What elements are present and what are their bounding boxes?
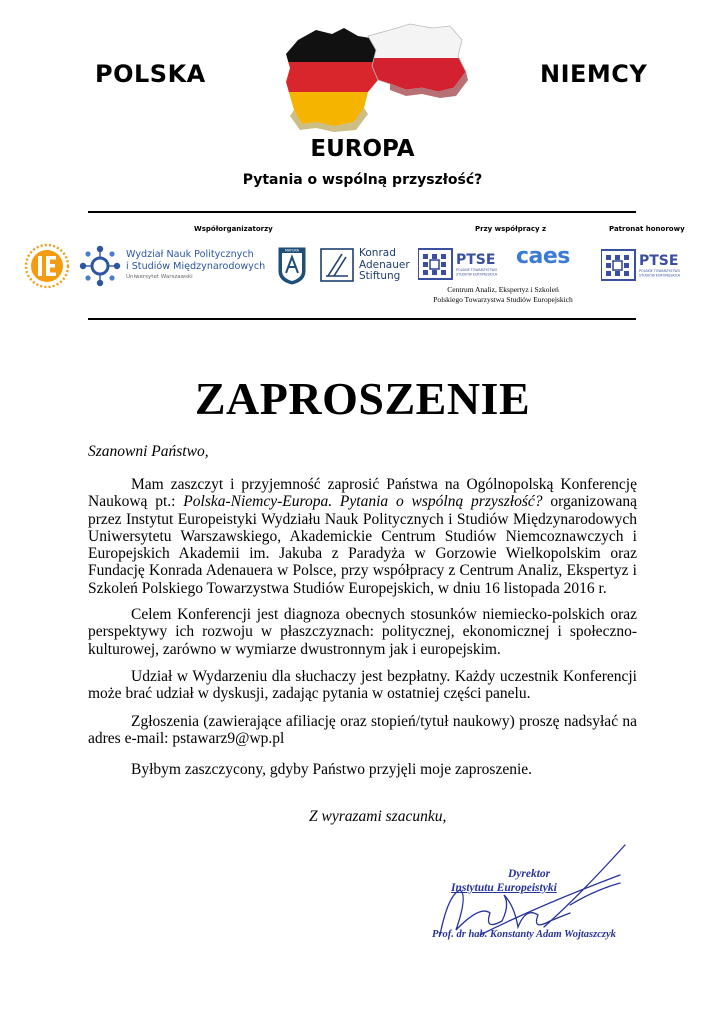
- paragraph-3: Udział w Wydarzeniu dla słuchaczy jest bezpłatny. Każdy uczestnik Konferencji może brać udział w dyskusji, zadając pytania w ostatniej części panelu.: [88, 668, 637, 703]
- wnpism-line2: i Studiów Międzynarodowych: [126, 261, 266, 272]
- cooperation-label: Przy współpracy z: [475, 225, 547, 233]
- ptse-caption-line1: Centrum Analiz, Ekspertyz i Szkoleń: [447, 285, 559, 294]
- wnpism-logo-text: [126, 249, 265, 281]
- top-divider: [88, 211, 636, 213]
- ajp-logo-text: MATURA: [284, 248, 300, 253]
- ptse-full-line2: STUDIÓW EUROPEJSKICH: [456, 272, 498, 277]
- ptse-full-line1: POLSKIE TOWARZYSTWO: [456, 268, 498, 272]
- patronage-label: Patronat honorowy: [609, 225, 685, 233]
- paragraph-2: Celem Konferencji jest diagnoza obecnych stosunków niemiecko-polskich oraz perspektywy ich rozwoju w płaszczyznach: politycznej, ekonomicznej i społeczno-kulturowej, zarówno w wymiarze dwustronnym jak i europejskim.: [88, 606, 637, 658]
- kas-line3: Stiftung: [359, 270, 401, 282]
- kas-line1: Konrad: [359, 247, 396, 259]
- paragraph-5: Byłbym zaszczycony, gdyby Państwo przyjęli moje zaproszenie.: [131, 761, 533, 778]
- page-subtitle: Pytania o wspólną przyszłość?: [242, 172, 483, 188]
- paragraph-1: [88, 476, 637, 597]
- invitation-title: ZAPROSZENIE: [194, 373, 531, 424]
- bottom-divider: [88, 318, 636, 320]
- paragraph-1-body: organizowaną przez Instytut Europeistyki Wydziału Nauk Politycznych i Studiów Międzynarodowych Uniwersytetu Warszawskiego, Akademickie Centrum Studiów Niemcoznawczych i Europejskich Akademii im. Jakuba z Paradyża w Gorzowie Wielkopolskim oraz Fundację Konrada Adenauera w Polsce, przy współpracy z Centrum Analiz, Ekspertyz i Szkoleń Polskiego Towarzystwa Studiów Europejskich, w dniu 16 listopada 2016 r.: [88, 493, 637, 597]
- ptse-patronage-full-line1: POLSKIE TOWARZYSTWO: [639, 269, 681, 273]
- caes-logo: caes: [516, 244, 570, 269]
- header-right-word: NIEMCY: [540, 60, 648, 88]
- kas-line2: Adenauer: [359, 258, 410, 271]
- ptse-patronage-logo-icon: [601, 248, 697, 282]
- wnpism-line3: Uniwersytet Warszawski: [126, 274, 193, 280]
- wnpism-line1: Wydział Nauk Politycznych: [126, 249, 254, 260]
- ptse-caption: [410, 285, 596, 305]
- kas-logo-text: [359, 248, 410, 283]
- page-title: EUROPA: [310, 136, 415, 162]
- signatory-name: Prof. dr hab. Konstanty Adam Wojtaszczyk: [432, 929, 616, 940]
- ptse-patronage-full-line2: STUDIÓW EUROPEJSKICH: [639, 273, 681, 278]
- conference-name: Polska-Niemcy-Europa. Pytania o wspólną przyszłość?: [183, 493, 543, 511]
- closing: Z wyrazami szacunku,: [309, 808, 447, 825]
- kas-logo-icon: [320, 248, 354, 282]
- signatory-role-line1: Dyrektor: [508, 868, 551, 880]
- ptse-caption-line2: Polskiego Towarzystwa Studiów Europejskich: [433, 295, 573, 304]
- ptse-patronage-abbr: PTSE: [639, 253, 679, 269]
- paragraph-4: Zgłoszenia (zawierające afiliację oraz stopień/tytuł naukowy) proszę nadsyłać na adres e-mail: pstawarz9@wp.pl: [88, 713, 637, 748]
- signatory-role-line2: Instytutu Europeistyki: [451, 882, 557, 894]
- wnpism-logo-icon: [79, 245, 121, 287]
- coorganizers-label: Współorganizatorzy: [194, 225, 273, 233]
- germany-poland-flag-map-icon: [272, 22, 468, 134]
- ajp-logo-icon: [278, 245, 306, 285]
- paragraph-1-intro: Mam zaszczyt i przyjemność zaprosić Państwa na Ogólnopolską Konferencję Naukową pt.:: [88, 476, 637, 511]
- pl-white-band: [362, 22, 468, 58]
- header-left-word: POLSKA: [95, 60, 206, 88]
- ptse-logo-icon: [418, 247, 514, 281]
- ie-logo-icon: [24, 243, 70, 289]
- salutation: Szanowni Państwo,: [88, 443, 209, 460]
- ptse-abbr: PTSE: [456, 252, 496, 268]
